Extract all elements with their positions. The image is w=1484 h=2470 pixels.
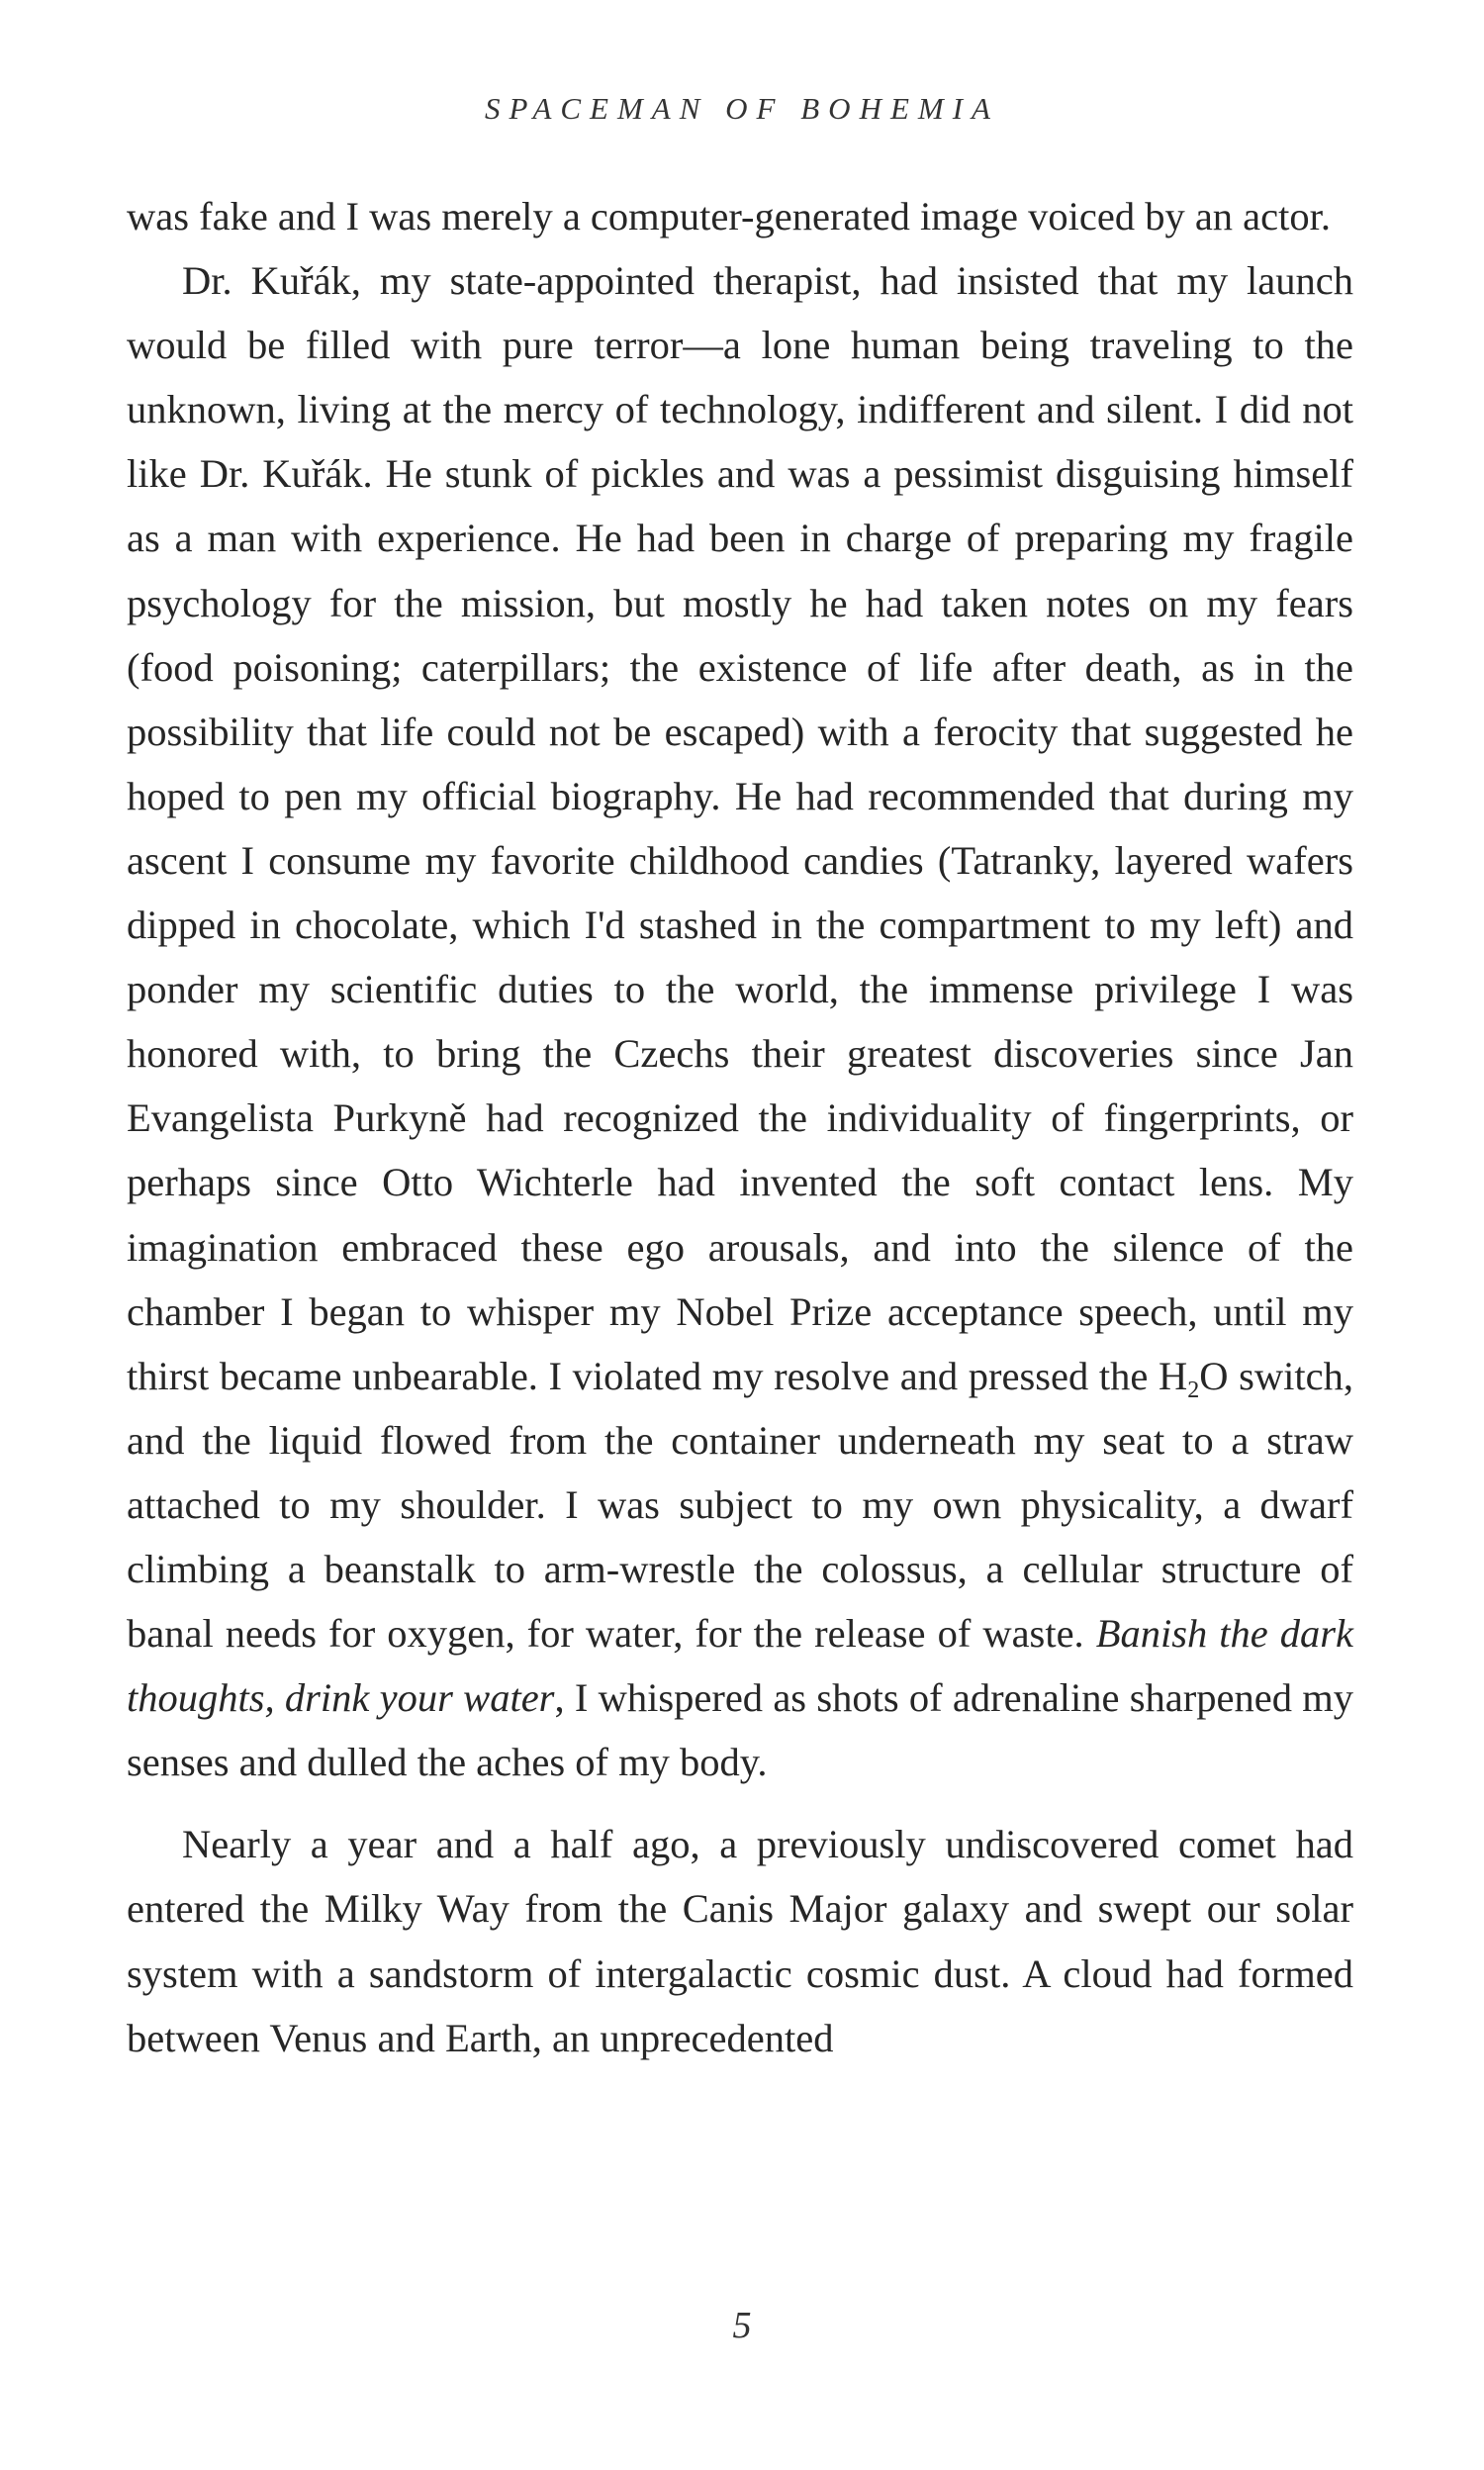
paragraph-3-text: Nearly a year and a half ago, a previously undiscovered comet had entered the Milky Way from the Canis Major galaxy and swept our solar system with a sandstorm of intergalactic cosmic dust. A cloud had formed between Venus and Earth, an unprecedented [127, 1822, 1353, 2060]
paragraph-2-text-b: O switch, and the liquid flowed from the container underneath my seat to a straw attached to my shoulder. I was subject to my own physicality, a dwarf climbing a beanstalk to arm-wrestle the colossus, a cellular structure of banal needs for oxygen, for water, for the release of waste. [127, 1353, 1353, 1657]
paragraph-2-text-c: , I whispered as shots of adrenaline sharpened my senses and dulled the aches of my body. [127, 1675, 1353, 1785]
page-number: 5 [732, 2305, 752, 2346]
body-text [127, 184, 1353, 2070]
paragraph-1-text: was fake and I was merely a computer-generated image voiced by an actor. [127, 194, 1332, 238]
paragraph-comet [127, 1812, 1353, 2069]
paragraph-therapist [127, 248, 1353, 1794]
paragraph-2-text-a: Dr. Kuřák, my state-appointed therapist, had insisted that my launch would be filled with pure terror—a lone human being traveling to the unknown, living at the mercy of technology, indifferent and silent. I did not like Dr. Kuřák. He stunk of pickles and was a pessimist disguising himself as a man with experience. He had been in charge of preparing my fragile psychology for the mission, but mostly he had taken notes on my fears (food poisoning; caterpillars; the existence of life after death, as in the possibility that life could not be escaped) with a ferocity that suggested he hoped to pen my official biography. He had recommended that during my ascent I consume my favorite childhood candies (Tatranky, layered wafers dipped in chocolate, which I'd stashed in the compartment to my left) and ponder my scientific duties to the world, the immense privilege I was honored with, to bring the Czechs their greatest discoveries since Jan Evangelista Purkyně had recognized the individuality of fingerprints, or perhaps since Otto Wichterle had invented the soft contact lens. My imagination embraced these ego arousals, and into the silence of the chamber I began to whisper my Nobel Prize acceptance speech, until my thirst became unbearable. I violated my resolve and pressed the H [127, 258, 1353, 1398]
paragraph-continued [127, 184, 1353, 248]
italic-phrase: Banish the dark thoughts, drink your water [127, 1611, 1354, 1721]
subscript-2: 2 [1187, 1377, 1200, 1403]
running-head: SPACEMAN OF BOHEMIA [485, 91, 999, 126]
